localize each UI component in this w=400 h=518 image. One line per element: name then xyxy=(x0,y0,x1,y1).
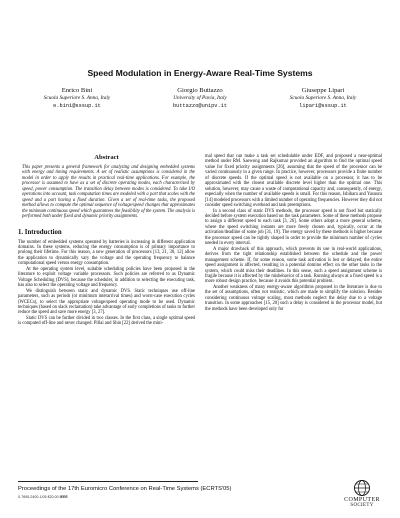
body-paragraph: mal speed that can make a task set schedulable under EDF, and proposed a near-optimal method under RM. Saewong and Rajkumar provided an algorithm to find the optimal speed value for fixed priority assignments [26], assuming that the speed of the processor can be varied continuously in a given range. In practice, however, processors provide a finite number of discrete speeds. If the optimal speed is not available on a processor, it has to be approximated with the closest available discrete level higher than the optimal one. This solution, however, may cause a waste of computational capacity and, consequently, of energy, especially when the number of available speeds is small. For this reason, Ishihara and Yasuura [14] modeled processors with a limited number of operating frequencies. However they did not consider speed switching overhead and task preemptions. xyxy=(205,154,382,209)
computer-society-logo xyxy=(340,479,384,511)
abstract-text: This paper presents a general framework for analyzing and designing embedded systems with energy and timing requirements. A set of realistic assumptions is considered in the model in order to apply the results in practical real-time applications. For example, the processor is assumed to have as a set of discrete operating modes, each characterized by speed, power consumption. The transition delay between modes is considered. To take I/O operations into account, task computation times are modeled with a part that scales with the speed and a part having a fixed duration. Given a set of real-time tasks, the proposed method allows to compute the optimal sequence of voltage/speed changes that approximates the minimum continuous speed which guarantees the feasibility of the system. The analysis is performed both under fixed and dynamic priority assignments. xyxy=(22,165,195,220)
logo-text-line2: SOCIETY xyxy=(350,503,374,508)
paper-title: Speed Modulation in Energy-Aware Real-Time Systems xyxy=(87,68,313,78)
footer-isbn-line xyxy=(18,495,68,499)
author-name: Giorgio Buttazzo xyxy=(177,87,223,94)
logo-text-line1: COMPUTER xyxy=(344,497,380,503)
footer-divider xyxy=(18,481,198,482)
author-3 xyxy=(262,87,384,110)
ieee-label: IEEE xyxy=(59,495,68,499)
right-column xyxy=(205,154,382,312)
section-heading-introduction: 1. Introduction xyxy=(18,228,62,236)
author-email: lipari@sssup.it xyxy=(299,102,347,109)
author-affiliation: Scuola Superiore S. Anna, Italy xyxy=(43,95,111,102)
footer-proceedings: Proceedings of the 17th Euromicro Conference on Real-Time Systems (ECRTS'05) xyxy=(18,486,232,492)
body-paragraph: Another weakness of many energy-aware algorithms proposed in the literature is due to the set of assumptions, often not realistic, which are made to simplify the solution. Besides considering continuous voltage scaling, most methods neglect the delay due to a voltage transition. In some approaches [15, 20] such a delay is considered in the processor model, but the methods have been developed only for xyxy=(205,284,382,312)
footer-isbn: 0-7695-2400-1/05 $20.00 xyxy=(18,495,59,499)
author-block xyxy=(16,87,384,110)
body-paragraph: A major drawback of this approach, which prevents its use in real-world applications, derives from the tight relationship established between the schedule and the power management scheme. If, for some reason, some task activation is lost or delayed, the entire speed assignment is affected, resulting in a potential domino effect on the other tasks in the system, which could miss their deadlines. In this sense, such a speed assignment scheme is fragile because it is affected by the misbehavior of a task. Running always at a fixed speed is a more robust design practice, because it avoids this potential problem. xyxy=(205,246,382,285)
body-paragraph: The number of embedded systems operated by batteries is increasing in different application domains. In these systems, reducing the energy consumption is of primary importance to prolong their lifetime. For this reason, a new generation of processors [13, 21, 30, 12] allow the application to dynamically vary the voltage and the operating frequency to balance computational speed versus energy consumption. xyxy=(18,239,195,267)
author-email: e.bini@sssup.it xyxy=(53,102,101,109)
body-paragraph: In a second class of static DVS methods, the processor speed is not fixed but statically decided before system execution based on the task parameters. Some of these methods propose to assign a different speed to each task [3, 26]. Some others adopt a more general scheme, where the speed switching instants are more freely chosen and, typically, occur at the activation/deadline of some job [31, 19]. The energy saved by these methods is higher because the processor speed can be tightly shaped in order to provide the minimum number of cycles needed in every interval. xyxy=(205,208,382,247)
abstract-heading: Abstract xyxy=(94,154,119,161)
author-affiliation: University of Pavia, Italy xyxy=(173,95,227,102)
author-email: buttazzo@unipv.it xyxy=(172,102,228,109)
body-paragraph: At the operating system level, suitable scheduling policies have been proposed in the literature to exploit voltage variable processors. Such policies are referred to as Dynamic Voltage Scheduling (DVS), because the scheduler, in addition to selecting the executing task, has also to select the operating voltage and frequency. xyxy=(18,266,195,289)
body-paragraph: We distinguish between static and dynamic DVS. Static techniques use off-line parameters, such as periods (or minimum interarrival times) and worst-case execution cycles (WCECs), to select the appropriate voltage/speed operating mode to be used. Dynamic techniques (based on slack reclamation) take advantage of early completions of tasks to further reduce the speed and save more energy [3, 27]. xyxy=(18,288,195,316)
author-1 xyxy=(16,87,138,110)
author-name: Giuseppe Lipari xyxy=(301,87,345,94)
author-affiliation: Scuola Superiore S. Anna, Italy xyxy=(289,95,357,102)
body-paragraph: Static DVS can be further divided in two classes. In the first class, a single optimal speed is computed off-line and never changed. Pillai and Shin [22] derived the mini- xyxy=(18,315,195,327)
author-2 xyxy=(139,87,261,110)
author-name: Enrico Bini xyxy=(61,87,93,94)
left-column xyxy=(18,154,195,327)
globe-icon xyxy=(353,479,371,497)
